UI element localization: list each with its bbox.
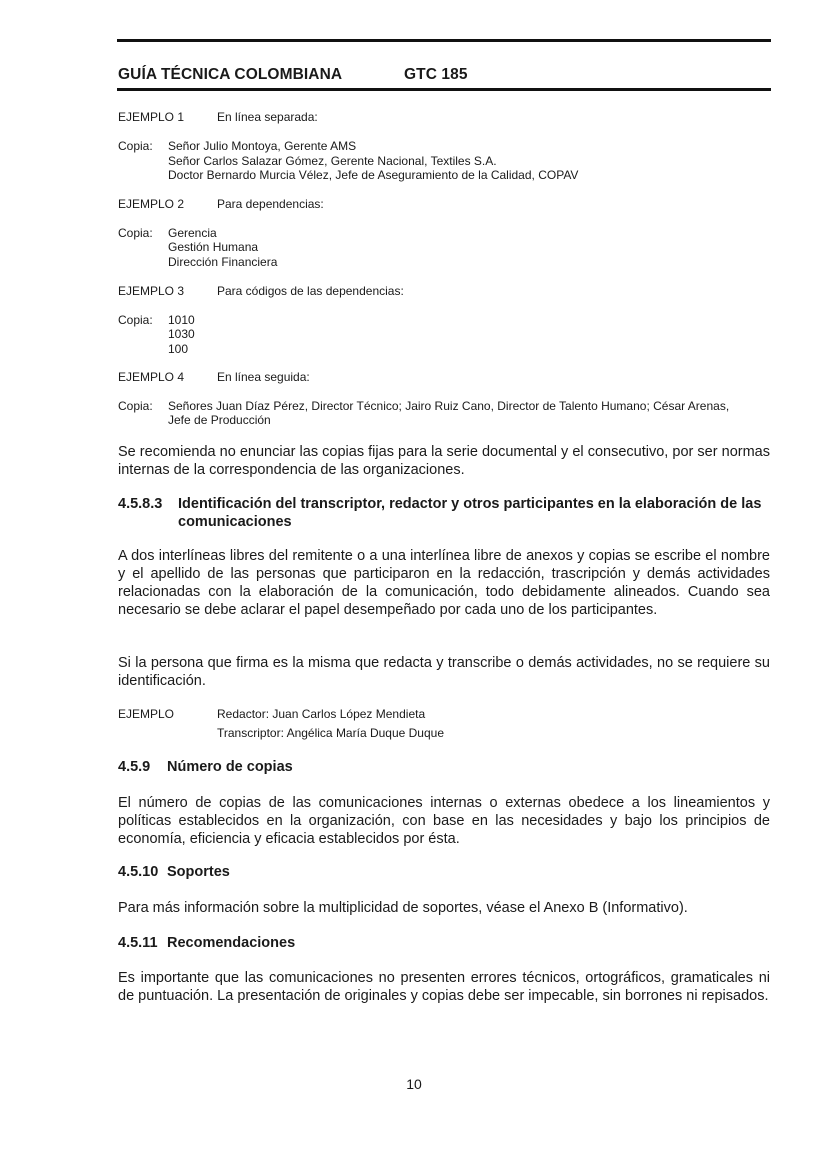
section-4-5-11-title: Recomendaciones — [167, 935, 296, 951]
example-3-line: 100 — [168, 342, 189, 356]
example-4-line: Señores Juan Díaz Pérez, Director Técnico; Jairo Ruiz Cano, Director de Talento Humano; César Arenas, — [168, 399, 730, 413]
example-5-label: EJEMPLO — [118, 707, 175, 721]
example-4-copia-label: Copia: — [118, 399, 153, 413]
example-3-line: 1030 — [168, 327, 195, 341]
section-4-5-10-number: 4.5.10 — [118, 864, 159, 880]
section-4-5-11-number: 4.5.11 — [118, 935, 158, 951]
section-4-5-8-3-number: 4.5.8.3 — [118, 496, 163, 512]
example-5-line: Redactor: Juan Carlos López Mendieta — [217, 707, 426, 721]
document-series-title: GUÍA TÉCNICA COLOMBIANA — [118, 66, 343, 83]
example-1-copia-label: Copia: — [118, 139, 153, 153]
example-1-title: En línea separada: — [217, 110, 318, 124]
example-3-label: EJEMPLO 3 — [118, 284, 185, 298]
example-2-label: EJEMPLO 2 — [118, 197, 185, 211]
example-3-line: 1010 — [168, 313, 195, 327]
paragraph-identificacion: A dos interlíneas libres del remitente o a una interlínea libre de anexos y copias se escribe el nombre y el apellido de las personas que participaron en la redacción, trascripción y demás actividades relacionadas con la elaboración de la comunicación, todo debidamente alineados. Cuando sea necesario se debe aclarar el papel desempeñado por cada uno de los participantes. — [118, 548, 770, 618]
section-4-5-10-title: Soportes — [167, 864, 230, 880]
page-number: 10 — [406, 1076, 422, 1092]
example-1-line: Señor Carlos Salazar Gómez, Gerente Nacional, Textiles S.A. — [168, 154, 497, 168]
example-1-label: EJEMPLO 1 — [118, 110, 185, 124]
section-4-5-8-3-title: Identificación del transcriptor, redactor y otros participantes en la elaboración de las comunicaciones — [178, 496, 762, 530]
example-1-line: Señor Julio Montoya, Gerente AMS — [168, 139, 357, 153]
example-2-title: Para dependencias: — [217, 197, 324, 211]
example-2-copia-label: Copia: — [118, 226, 153, 240]
document-code: GTC 185 — [404, 66, 468, 83]
example-4-title: En línea seguida: — [217, 370, 310, 384]
paragraph-firma: Si la persona que firma es la misma que redacta y transcribe o demás actividades, no se requiere su identificación. — [118, 655, 770, 689]
paragraph-copias-fijas: Se recomienda no enunciar las copias fijas para la serie documental y el consecutivo, por ser normas internas de la correspondencia de las organizaciones. — [118, 444, 770, 478]
paragraph-numero-copias: El número de copias de las comunicaciones internas o externas obedece a los lineamientos y políticas establecidos en la organización, con base en las necesidades y bajo los principios de economía, eficiencia y eficacia establecidos por ésta. — [118, 795, 770, 847]
section-4-5-9-title: Número de copias — [167, 759, 293, 775]
example-3-title: Para códigos de las dependencias: — [217, 284, 404, 298]
example-4-label: EJEMPLO 4 — [118, 370, 185, 384]
example-5-line: Transcriptor: Angélica María Duque Duque — [217, 726, 445, 740]
section-4-5-9-number: 4.5.9 — [118, 759, 151, 775]
example-2-line: Dirección Financiera — [168, 255, 278, 269]
header-top-rule — [117, 39, 771, 42]
example-4-line: Jefe de Producción — [168, 413, 271, 427]
header-bottom-rule — [117, 88, 771, 91]
paragraph-soportes: Para más información sobre la multiplicidad de soportes, véase el Anexo B (Informativo). — [118, 900, 688, 916]
paragraph-recomendaciones: Es importante que las comunicaciones no presenten errores técnicos, ortográficos, gramaticales ni de puntuación. La presentación de originales y copias debe ser impecable, sin borrones ni repisados. — [118, 970, 770, 1004]
example-1-line: Doctor Bernardo Murcia Vélez, Jefe de Aseguramiento de la Calidad, COPAV — [168, 168, 579, 182]
example-3-copia-label: Copia: — [118, 313, 153, 327]
example-2-line: Gerencia — [168, 226, 217, 240]
example-2-line: Gestión Humana — [168, 240, 259, 254]
